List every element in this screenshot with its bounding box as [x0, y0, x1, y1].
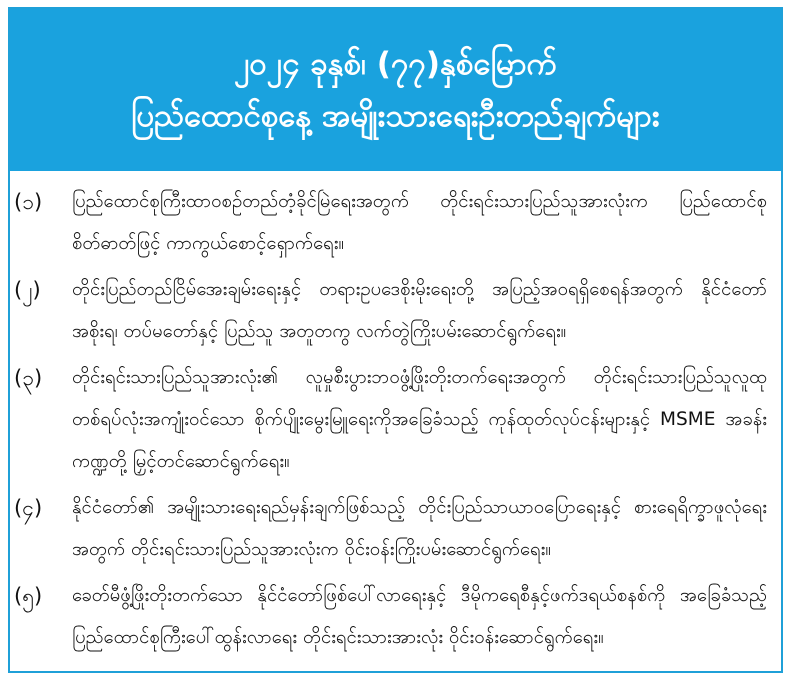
item-text: နိုင်ငံတော်၏ အမျိုးသားရေးရည်မှန်းချက်ဖြစ်သည့် တိုင်းပြည်သာယာဝပြောရေးနှင့် စားရေရိက္ခာဖူလုံရေးအတွက် တိုင်းရင်းသားပြည်သူအားလုံးက ဝိုင်းဝန်းကြိုးပမ်းဆောင်ရွက်ရေး။ — [72, 497, 767, 560]
item-number: (၂) — [14, 278, 41, 302]
title-banner — [10, 9, 781, 171]
item-text: တိုင်းရင်းသားပြည်သူအားလုံး၏ လူမှုစီးပွားဘဝဖွံ့ဖြိုးတိုးတက်ရေးအတွက် တိုင်းရင်းသားပြည်သူလူထုတစ်ရပ်လုံးအကျုံးဝင်သော စိုက်ပျိုးမွေးမြူရေးကိုအခြေခံသည့် ကုန်ထုတ်လုပ်ငန်းများနှင့် MSME အခန်းကဏ္ဍတို့ မြှင့်တင်ဆောင်ရွက်ရေး။ — [72, 367, 767, 472]
objectives-list — [10, 181, 781, 663]
item-number: (၄) — [14, 496, 43, 520]
list-item — [10, 269, 781, 357]
list-item — [10, 487, 781, 575]
item-number: (၁) — [14, 190, 43, 214]
list-item — [10, 181, 781, 269]
list-item — [10, 575, 781, 663]
item-number: (၃) — [14, 366, 43, 390]
announcement-card — [8, 7, 783, 673]
item-text: ပြည်ထောင်စုကြီးထာဝစဉ်တည်တံ့ခိုင်မြဲရေးအတွက် တိုင်းရင်းသားပြည်သူအားလုံးက ပြည်ထောင်စုစိတ်ဓာတ်ဖြင့် ကာကွယ်စောင့်ရှောက်ရေး။ — [72, 191, 767, 254]
item-text: ခေတ်မီဖွံ့ဖြိုးတိုးတက်သော နိုင်ငံတော်ဖြစ်ပေါ်လာရေးနှင့် ဒီမိုကရေစီနှင့်ဖက်ဒရယ်စနစ်ကို အခြေခံသည့် ပြည်ထောင်စုကြီးပေါ်ထွန်းလာရေး တိုင်းရင်းသားအားလုံး ဝိုင်းဝန်းဆောင်ရွက်ရေး။ — [72, 585, 767, 648]
item-text: တိုင်းပြည်တည်ငြိမ်အေးချမ်းရေးနှင့် တရားဥပဒေစိုးမိုးရေးတို့ အပြည့်အဝရရှိစေရန်အတွက် နိုင်ငံတော်အစိုးရ၊ တပ်မတော်နှင့် ပြည်သူ အတူတကွ လက်တွဲကြိုးပမ်းဆောင်ရွက်ရေး။ — [72, 279, 767, 342]
list-item — [10, 357, 781, 487]
title-line-1: ၂၀၂၄ ခုနှစ်၊ (၇၇)နှစ်မြောက် — [234, 46, 557, 82]
item-number: (၅) — [14, 584, 43, 608]
title-line-2: ပြည်ထောင်စုနေ့ အမျိုးသားရေးဦးတည်ချက်များ — [131, 98, 660, 134]
